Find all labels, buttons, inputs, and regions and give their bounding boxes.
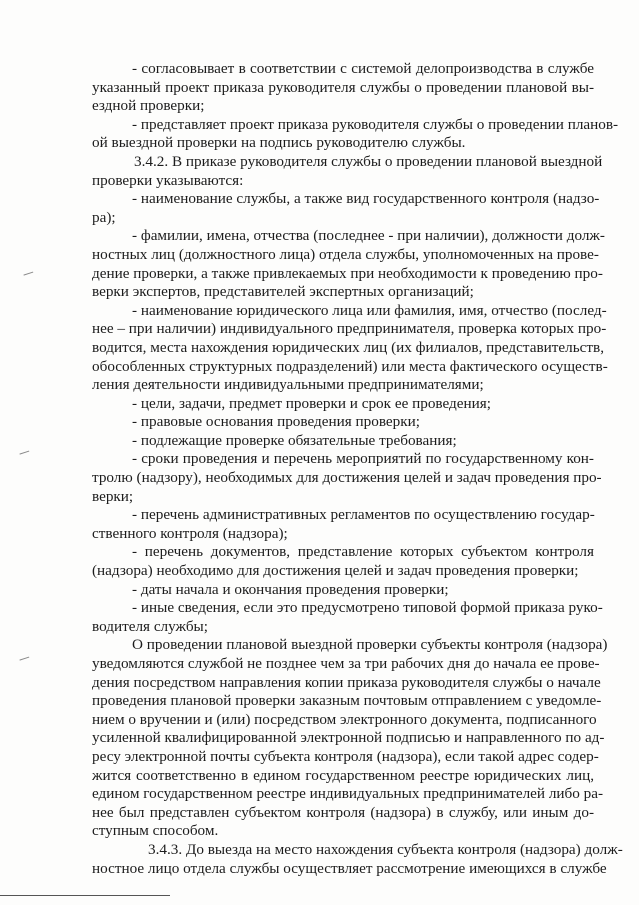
text-line: 3.4.2. В приказе руководителя службы о проведении плановой выездной [134,152,603,170]
text-line: О проведении плановой выездной проверки субъекты контроля (надзора) [132,636,608,654]
text-line: верки экспертов, представителей экспертных организаций; [92,283,474,301]
text-line: дения посредством направления копии приказа руководителя службы о начале [92,673,601,691]
text-line: нием о вручении и (или) посредством электронного документа, подписанного [92,710,597,728]
text-line: - сроки проведения и перечень мероприятий по государственному кон- [132,450,594,468]
text-line: ресу электронной почты субъекта контроля (надзора), если такой адрес содер- [92,747,599,765]
text-line: - правовые основания проведения проверки; [132,413,420,431]
text-line: уведомляются службой не позднее чем за три рабочих дня до начала ее прове- [92,655,600,672]
text-line: тролю (надзору), необходимых для достижения целей и задач проведения про- [92,469,602,487]
text-line: жится соответственно в едином государственном реестре юридических лиц, [92,766,594,784]
text-line: ления деятельности индивидуальными предпринимателями; [92,376,484,394]
text-line: проверки указываются: [92,171,244,189]
text-line: (надзора) необходимо для достижения целей и задач проведения проверки; [92,562,579,580]
margin-mark [19,657,30,665]
text-line: нее – при наличии) индивидуального предпринимателя, проверка которых про- [92,320,607,338]
text-line: верки; [92,487,134,505]
text-line: нее был представлен субъектом контроля (надзора) в службу, или иным до- [92,803,594,821]
text-line: водится, места нахождения юридических лиц (их филиалов, представительств, [92,338,604,356]
text-line: ступным способом. [92,822,219,840]
text-line: обособленных структурных подразделений) или места фактического осуществ- [92,357,608,375]
text-line: - иные сведения, если это предусмотрено типовой формой приказа руко- [132,599,603,617]
text-line: - наименование юридического лица или фамилия, имя, отчество (послед- [132,301,607,319]
text-line: - даты начала и окончания проведения проверки; [132,580,449,598]
text-line: 3.4.3. До выезда на место нахождения субъекта контроля (надзора) долж- [148,840,623,858]
text-line: ностных лиц (должностного лица) отдела службы, уполномоченных на прове- [92,245,599,263]
text-line: указанный проект приказа руководителя службы о проведении плановой вы- [92,78,594,96]
text-line: едином государственном реестре индивидуальных предпринимателей либо ра- [92,785,604,803]
text-line: ездной проверки; [92,97,205,115]
margin-mark [19,451,30,459]
text-line: усиленной квалифицированной электронной подписью и направленного по ад- [92,729,605,747]
text-line: - представляет проект приказа руководителя службы о проведении планов- [132,115,619,133]
text-line: - наименование службы, а также вид государственного контроля (надзо- [132,190,600,208]
bottom-rule [0,895,170,896]
text-line: ственного контроля (надзора); [92,524,288,542]
text-line: - подлежащие проверке обязательные требования; [132,431,457,449]
document-body [92,60,623,878]
text-line: - перечень административных регламентов по осуществлению государ- [132,506,595,524]
text-line: водителя службы; [92,617,208,635]
text-line: - перечень документов, представление которых субъектом контроля [132,543,594,561]
text-line: - фамилии, имена, отчества (последнее - при наличии), должности долж- [132,227,605,245]
text-line: проведения плановой проверки заказным почтовым отправлением с уведомле- [92,692,602,710]
text-line: дение проверки, а также привлекаемых при необходимости к проведению про- [92,264,603,282]
text-line: - согласовывает в соответствии с системой делопроизводства в службе [132,60,594,77]
text-line: ра); [92,208,116,226]
margin-mark [23,272,34,280]
text-line: - цели, задачи, предмет проверки и срок ее проведения; [132,394,491,412]
text-line: ностное лицо отдела службы осуществляет рассмотрение имеющихся в службе [92,859,607,877]
text-line: ой выездной проверки на подпись руководителю службы. [92,134,466,152]
